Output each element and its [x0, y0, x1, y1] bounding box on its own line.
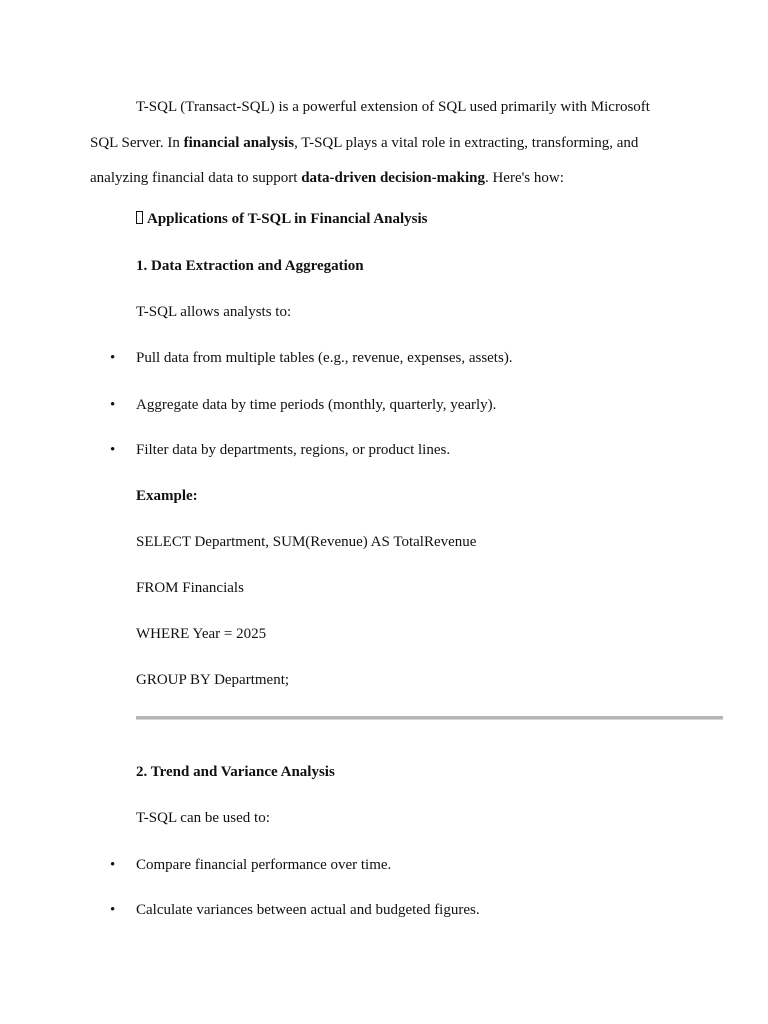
- intro-text-1: T-SQL (Transact-SQL) is a powerful extension of SQL used primarily with Microsoft SQL Server. In: [90, 99, 650, 151]
- section1-bullet-2: Aggregate data by time periods (monthly, quarterly, yearly).: [136, 397, 497, 413]
- section2-bullet-1: Compare financial performance over time.: [136, 857, 392, 873]
- section2-bullet-2: Calculate variances between actual and budgeted figures.: [136, 902, 480, 918]
- applications-heading-text: Applications of T-SQL in Financial Analysis: [147, 211, 428, 227]
- horizontal-rule: [136, 716, 723, 720]
- code-line-2: FROM Financials: [136, 580, 244, 596]
- missing-glyph-box-icon: [136, 211, 143, 224]
- intro-paragraph: [90, 90, 670, 197]
- intro-text-2: , T-SQL plays a vital role in extracting, transforming, and analyzing financial data to support: [90, 134, 639, 186]
- example-label: Example:: [136, 488, 198, 504]
- bullet-icon: •: [110, 857, 116, 873]
- intro-bold-financial-analysis: financial analysis: [183, 134, 295, 151]
- bullet-icon: •: [110, 350, 116, 366]
- intro-bold-data-driven: data-driven decision-making: [301, 170, 485, 186]
- applications-heading: [136, 209, 428, 229]
- section1-heading: 1. Data Extraction and Aggregation: [136, 258, 364, 274]
- code-line-4: GROUP BY Department;: [136, 672, 290, 688]
- code-line-1: SELECT Department, SUM(Revenue) AS TotalRevenue: [136, 534, 477, 550]
- bullet-icon: •: [110, 397, 116, 413]
- section2-heading: 2. Trend and Variance Analysis: [136, 764, 335, 780]
- section1-bullet-1: Pull data from multiple tables (e.g., revenue, expenses, assets).: [136, 350, 513, 366]
- section1-lead: T-SQL allows analysts to:: [136, 304, 292, 320]
- bullet-icon: •: [110, 902, 116, 918]
- bullet-icon: •: [110, 442, 116, 458]
- section2-lead: T-SQL can be used to:: [136, 810, 270, 826]
- intro-text-3: . Here's how:: [484, 170, 564, 186]
- code-line-3: WHERE Year = 2025: [136, 626, 267, 642]
- section1-bullet-3: Filter data by departments, regions, or product lines.: [136, 442, 451, 458]
